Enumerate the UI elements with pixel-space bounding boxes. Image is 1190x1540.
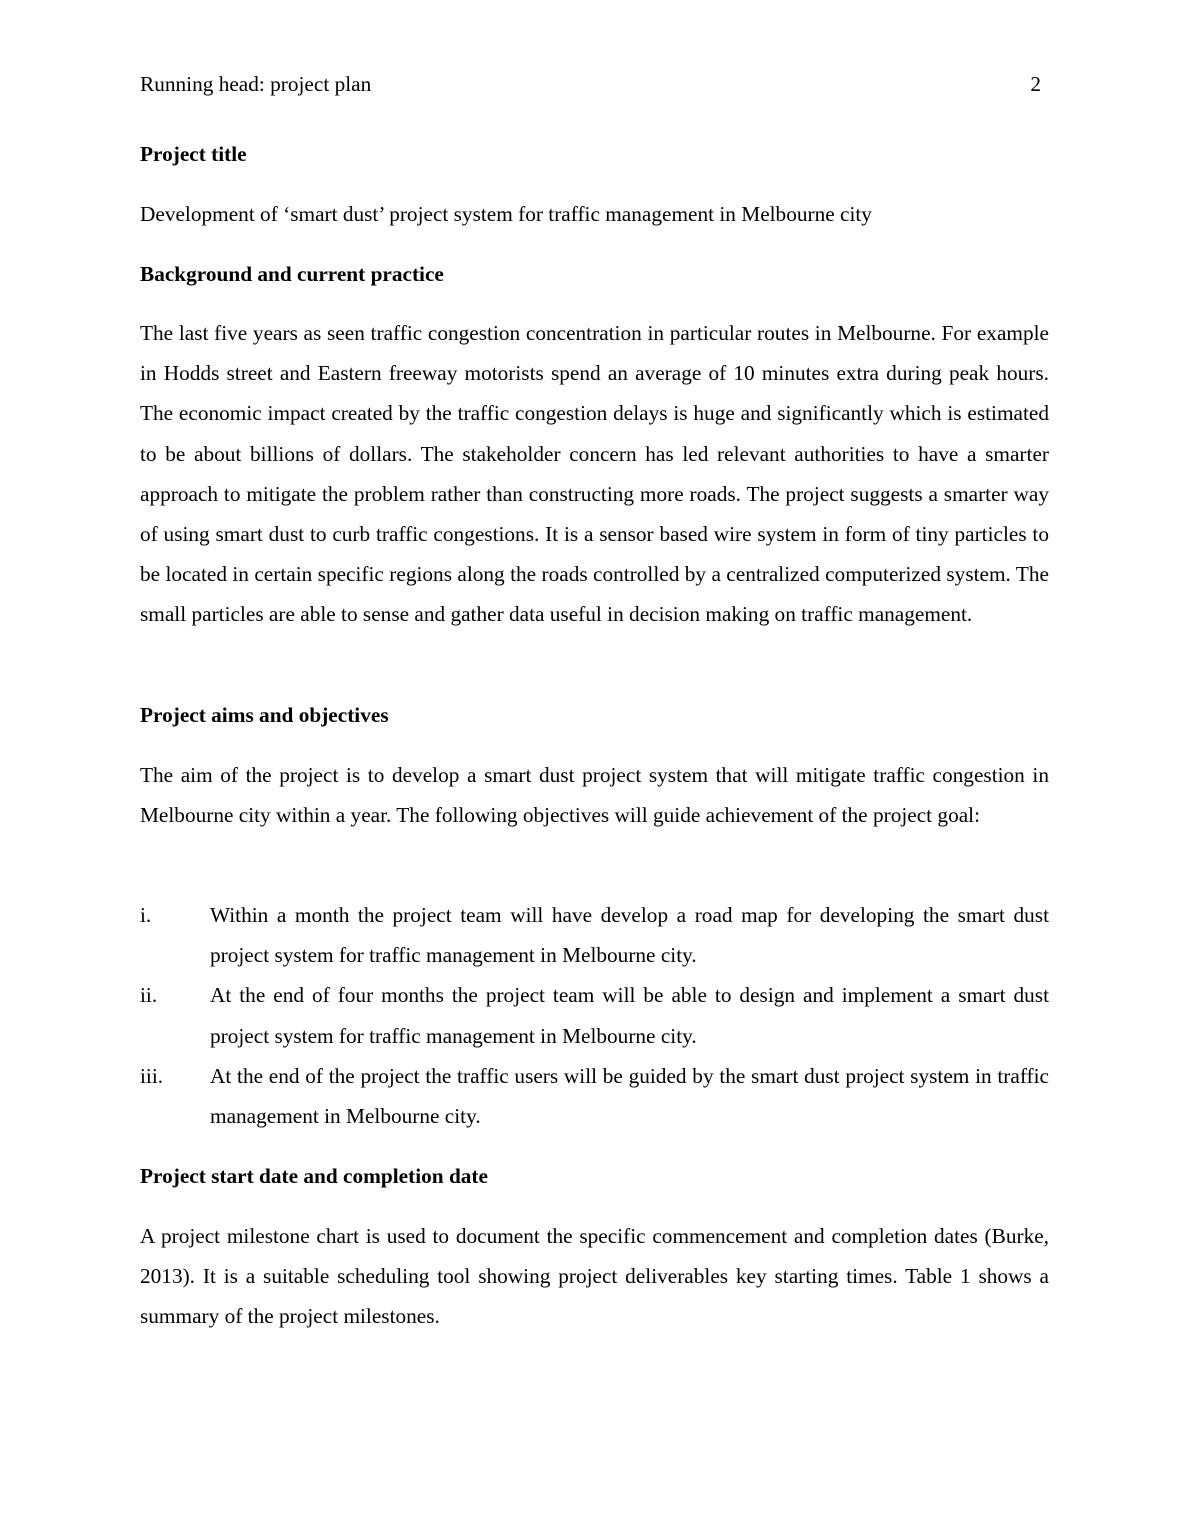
page-header — [140, 70, 1041, 98]
list-item-text: At the end of four months the project team will be able to design and implement a smart dust project system for traffic management in Melbourne city. — [210, 983, 1049, 1048]
list-marker: iii. — [140, 1063, 164, 1088]
background-paragraph: The last five years as seen traffic congestion concentration in particular routes in Melbourne. For example in Hodds street and Eastern freeway motorists spend an average of 10 minutes extra during peak hours. The economic impact created by the traffic congestion delays is huge and significantly which is estimated to be about billions of dollars. The stakeholder concern has led relevant authorities to have a smarter approach to mitigate the problem rather than constructing more roads. The project suggests a smarter way of using smart dust to curb traffic congestions. It is a sensor based wire system in form of tiny particles to be located in certain specific regions along the roads controlled by a centralized computerized system. The small particles are able to sense and gather data useful in decision making on traffic management. — [140, 321, 1049, 627]
list-item — [140, 975, 1049, 1055]
dates-paragraph: A project milestone chart is used to document the specific commencement and completion dates (Burke, 2013). It is a suitable scheduling tool showing project deliverables key starting times. Table 1 shows a summary of the project milestones. — [140, 1224, 1049, 1329]
project-title-text: Development of ‘smart dust’ project system for traffic management in Melbourne city — [140, 202, 872, 226]
aims-paragraph: The aim of the project is to develop a smart dust project system that will mitigate traffic congestion in Melbourne city within a year. The following objectives will guide achievement of the project goal: — [140, 763, 1049, 828]
list-marker: i. — [140, 903, 152, 927]
objectives-list — [140, 895, 1049, 1136]
list-marker: ii. — [140, 983, 158, 1008]
dates-heading: Project start date and completion date — [140, 1164, 488, 1188]
list-item-text: At the end of the project the traffic users will be guided by the smart dust project system in traffic management in Melbourne city. — [210, 1063, 1049, 1129]
list-item — [140, 895, 1049, 975]
aims-heading: Project aims and objectives — [140, 703, 389, 727]
background-heading: Background and current practice — [140, 262, 444, 286]
list-item-text: Within a month the project team will have develop a road map for developing the smart dust project system for traffic management in Melbourne city. — [210, 903, 1049, 968]
list-item — [140, 1056, 1049, 1136]
page-number: 2 — [1030, 72, 1041, 96]
running-head: Running head: project plan — [140, 72, 372, 96]
project-title-heading: Project title — [140, 142, 247, 166]
